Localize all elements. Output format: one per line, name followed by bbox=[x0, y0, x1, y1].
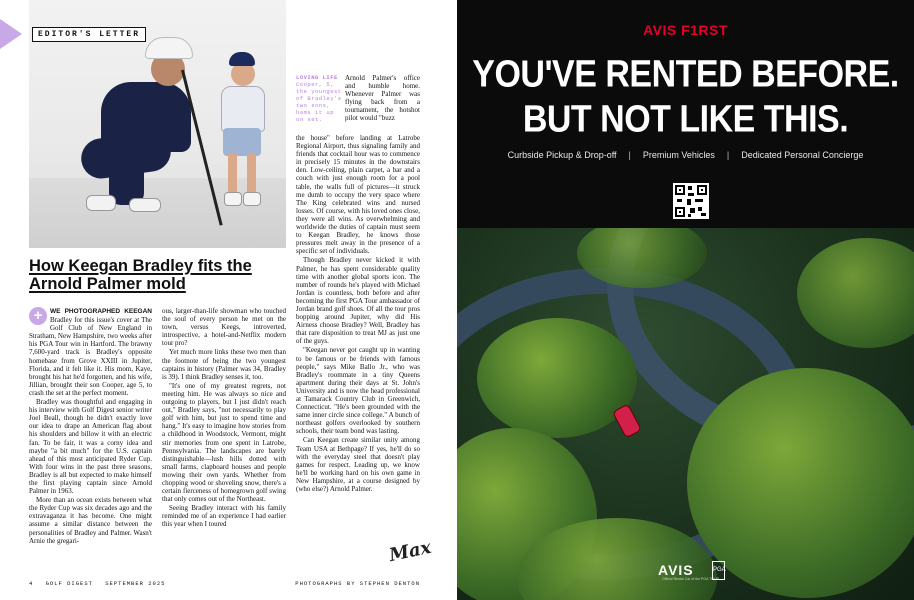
page-number: 4 bbox=[29, 580, 34, 587]
article-paragraph: "Keegan never got caught up in wanting to be famous or be friends with famous people," says Mike Ballo Jr., who was Bradley's roommate in a tiny Queens apartment during their days at St. John's University and is now the head professional at Tamarack Country Club in Greenwich, Connecticut. "He's been grounded with the same inner circle since college." A bunch of northeast golfers overlooked by southern schools, their team bond was lasting. bbox=[296, 346, 420, 436]
caption-text: Cooper, 5, the youngest of Bradley's two sons, hams it up on set. bbox=[296, 81, 342, 123]
section-arrow-icon bbox=[0, 19, 22, 49]
article-paragraph: Arnold Palmer's office and humble home. Whenever Palmer was flying back from a tournament, the hotshot pilot would "buzz bbox=[345, 74, 420, 123]
ad-headline bbox=[457, 52, 914, 142]
magazine-name: GOLF DIGEST bbox=[45, 580, 93, 587]
photo-credit: PHOTOGRAPHS BY STEPHEN DENTON bbox=[295, 580, 420, 587]
page-footer bbox=[29, 580, 173, 587]
divider: | bbox=[628, 150, 631, 160]
article-paragraph: Bradley was thoughtful and engaging in his interview with Golf Digest senior writer Joel Beall, though he didn't exactly love our idea to drape an American flag about his shoulders and billow it with an electric fan. To be fair, it was a corny idea and maybe "a bit much" for the U.S. captain ahead of this most anticipated Ryder Cup. With four wins in the past three seasons, Bradley is all but expected to make himself the first playing captain since Arnold Palmer in 1963. bbox=[29, 398, 152, 496]
article-paragraph: Though Bradley never kicked it with Palmer, he has spent considerable quality time with another global sports icon. The number of rounds he's played with Michael Jordan is countless, both before and after becoming the first PGA Tour ambassador of Jordan brand golf shoes. Of all the tour pros bopping around Jupiter, why did His Airness choose Bradley? Well, Bradley has that rare disposition to treat MJ as just one of the guys. bbox=[296, 256, 420, 346]
article-column-3 bbox=[296, 134, 420, 589]
feature-item: Curbside Pickup & Drop-off bbox=[507, 150, 617, 160]
avis-logo: AVIS bbox=[658, 562, 694, 578]
issue-date: SEPTEMBER 2025 bbox=[105, 580, 166, 587]
feature-item: Premium Vehicles bbox=[642, 150, 715, 160]
ad-headline-line-2: BUT NOT LIKE THIS. bbox=[522, 97, 849, 141]
editor-signature: Max bbox=[387, 536, 434, 567]
aerial-road-photo bbox=[457, 228, 914, 600]
ad-feature-list bbox=[457, 150, 914, 160]
article-column-2 bbox=[162, 307, 286, 589]
plus-icon: + bbox=[29, 307, 47, 325]
article-headline: How Keegan Bradley fits the Arnold Palmer mold bbox=[29, 257, 252, 293]
article-paragraph: "It's one of my greatest regrets, not meeting him. He was always so nice and outgoing to players, but I just didn't reach out," Bradley says, "not necessarily to play golf with him, but just to spend time and hang." It's easy to imagine how stories from a childhood in Woodstock, Vermont, might stir memories from one spent in Latrobe, Pennsylvania. The landscapes are barely distinguishable—lush hills dotted with small farms, clapboard houses and people mowing their own yards. Whether from chopping wood or shoveling snow, there's a certain fierceness of homegrown golf swing that only comes out of the Northeast. bbox=[162, 381, 286, 504]
feature-item: Dedicated Personal Concierge bbox=[741, 150, 864, 160]
article-paragraph: the house" before landing at Latrobe Regional Airport, thus signaling family and friends that cocktail hour was to commence in precisely 15 minutes in the downstairs den. Low-ceiling, plain carpet, a bar and a couch with just enough room for a pool table, the walls full of pictures—it struck me dumb to occupy the very space where The King celebrated wins and nursed losses. Of course, with his loved ones close, they were all wins. As overwhelming and worldwide the duties of captain must seem to Keegan Bradley, he knows those pressures melt away in the presence of a specific set of individuals. bbox=[296, 134, 420, 256]
avis-first-wordmark: AVIS F1RST bbox=[643, 22, 728, 38]
photo-caption bbox=[296, 74, 342, 123]
article-paragraph: Can Keegan create similar unity among Team USA at Bethpage? If yes, he'll do so with the everyday steel that doesn't play games for respect. Leading up, we know he'll be working hard on his own game in New Hampshire, at a course designed by (who else?) Arnold Palmer. bbox=[296, 436, 420, 494]
article-column-3-top bbox=[345, 74, 420, 124]
article-paragraph: + WE PHOTOGRAPHED KEEGAN Bradley for this issue's cover at The Golf Club of New England in Stratham, New Hampshire, two weeks after his PGA Tour win in Hartford. The brawny 7,600-yard track is Bradley's opposite homebase from Grove XXIII in Jupiter, Florida, and it felt like it. His mom, Kaye, brought his hat he'd forgotten, and his wife, Jillian, brought their son Cooper, age 5, to crash the set at the perfect moment. bbox=[29, 307, 152, 397]
caption-title: LOVING LIFE bbox=[296, 74, 338, 81]
section-label: EDITOR'S LETTER bbox=[32, 27, 146, 42]
divider: | bbox=[726, 150, 730, 160]
article-paragraph: ous, larger-than-life showman who touched the soul of every person he met on the town, versus Keegs, introverted, introspective, a hotel-and-Netflix modern tour pro? bbox=[162, 307, 286, 348]
article-paragraph: Yet much more links these two men than the footnote of being the two youngest captains in history (Palmer was 34, Bradley is 39). I think Bradley senses it, too. bbox=[162, 348, 286, 381]
article-column-1 bbox=[29, 307, 152, 577]
pga-tour-badge-icon: PGA bbox=[712, 561, 725, 580]
avis-tagline: Official Rental Car of the PGA TOUR bbox=[662, 577, 719, 581]
ad-headline-line-1: YOU'VE RENTED BEFORE. bbox=[472, 53, 899, 96]
article-paragraph: Seeing Bradley interact with his family reminded me of an experience I had earlier this year when I toured bbox=[162, 504, 286, 529]
lead-caps: WE PHOTOGRAPHED KEEGAN bbox=[50, 308, 152, 315]
qr-code-icon[interactable] bbox=[673, 183, 709, 219]
article-paragraph: More than an ocean exists between what the Ryder Cup was six decades ago and the extravaganza it has become. One might assume a similar distance between the personalities of Bradley and Palmer. Wasn't Arnie the gregari- bbox=[29, 496, 152, 545]
avis-advertisement[interactable] bbox=[457, 0, 914, 600]
